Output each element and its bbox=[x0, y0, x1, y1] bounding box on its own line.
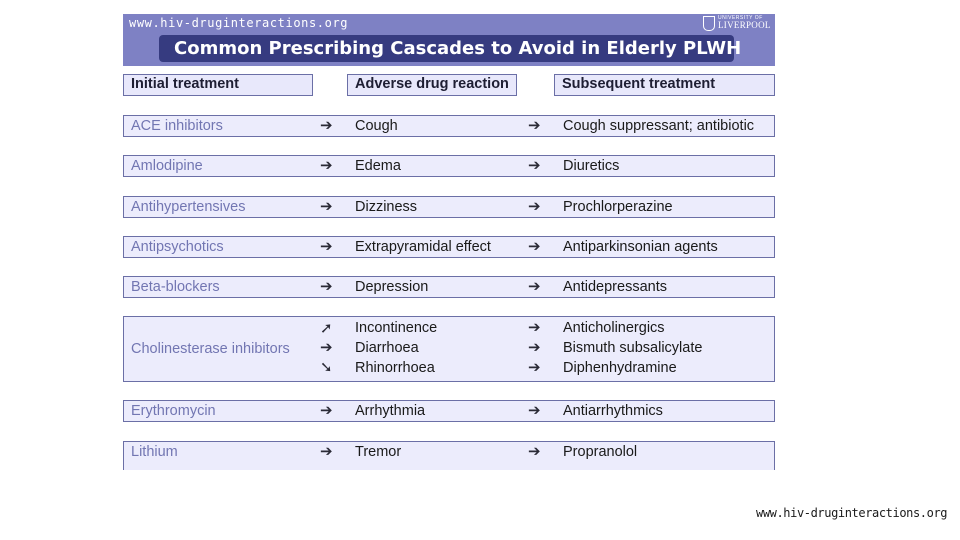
initial-treatment-cell: ACE inhibitors bbox=[131, 118, 223, 134]
page-title: Common Prescribing Cascades to Avoid in Elderly PLWH bbox=[174, 38, 742, 59]
subsequent-treatment-cell: Antiarrhythmics bbox=[563, 403, 663, 419]
subsequent-treatment-cell: Antiparkinsonian agents bbox=[563, 239, 718, 255]
header-banner bbox=[123, 14, 775, 66]
title-bar bbox=[159, 35, 742, 62]
subsequent-treatment-cell: Propranolol bbox=[563, 444, 638, 460]
adverse-reaction-cell: Depression bbox=[355, 279, 429, 295]
arrow-right-icon: ➔ bbox=[320, 157, 333, 174]
arrow-right-icon: ➔ bbox=[528, 402, 541, 419]
initial-treatment-cell: Amlodipine bbox=[131, 158, 203, 174]
slide bbox=[123, 14, 775, 470]
table-row bbox=[123, 155, 775, 177]
logo-university-text: UNIVERSITY OF bbox=[718, 15, 763, 21]
subsequent-treatment-cell: Antidepressants bbox=[563, 279, 667, 295]
adverse-reaction-cell: Edema bbox=[355, 158, 401, 174]
initial-treatment-cell: Beta-blockers bbox=[131, 279, 220, 295]
arrow-up-right-icon: ➚ bbox=[320, 320, 333, 337]
footer-site-url: www.hiv-druginteractions.org bbox=[756, 506, 948, 520]
initial-treatment-cell: Erythromycin bbox=[131, 403, 216, 419]
adverse-reaction-cell: Rhinorrhoea bbox=[355, 360, 435, 376]
subsequent-treatment-cell: Prochlorperazine bbox=[563, 199, 673, 215]
arrow-right-icon: ➔ bbox=[320, 117, 333, 134]
header-subsequent-treatment: Subsequent treatment bbox=[554, 74, 775, 96]
arrow-right-icon: ➔ bbox=[528, 238, 541, 255]
table-row bbox=[123, 236, 775, 258]
subsequent-treatment-cell: Anticholinergics bbox=[563, 320, 665, 336]
subsequent-treatment-cell: Bismuth subsalicylate bbox=[563, 340, 703, 356]
arrow-right-icon: ➔ bbox=[528, 157, 541, 174]
adverse-reaction-cell: Arrhythmia bbox=[355, 403, 426, 419]
logo-name-text: LIVERPOOL bbox=[718, 20, 771, 30]
adverse-reaction-cell: Incontinence bbox=[355, 320, 438, 336]
subsequent-treatment-cell: Cough suppressant; antibiotic bbox=[563, 118, 755, 134]
university-logo bbox=[703, 15, 773, 33]
arrow-right-icon: ➔ bbox=[320, 402, 333, 419]
initial-treatment-cell: Antihypertensives bbox=[131, 199, 246, 215]
arrow-right-icon: ➔ bbox=[320, 238, 333, 255]
header-adverse-reaction: Adverse drug reaction bbox=[347, 74, 517, 96]
table-row bbox=[123, 196, 775, 218]
table-row bbox=[123, 316, 775, 382]
adverse-reaction-cell: Cough bbox=[355, 118, 398, 134]
subsequent-treatment-cell: Diuretics bbox=[563, 158, 620, 174]
initial-treatment-cell: Cholinesterase inhibitors bbox=[131, 341, 290, 357]
arrow-right-icon: ➔ bbox=[528, 443, 541, 460]
crest-icon bbox=[703, 16, 715, 31]
arrow-down-right-icon: ➘ bbox=[320, 359, 333, 376]
table-row bbox=[123, 441, 775, 470]
adverse-reaction-cell: Dizziness bbox=[355, 199, 418, 215]
adverse-reaction-cell: Diarrhoea bbox=[355, 340, 419, 356]
arrow-right-icon: ➔ bbox=[528, 198, 541, 215]
arrow-right-icon: ➔ bbox=[320, 443, 333, 460]
arrow-right-icon: ➔ bbox=[528, 319, 541, 336]
header-initial-treatment: Initial treatment bbox=[123, 74, 313, 96]
arrow-right-icon: ➔ bbox=[528, 117, 541, 134]
arrow-right-icon: ➔ bbox=[320, 339, 333, 356]
adverse-reaction-cell: Tremor bbox=[355, 444, 402, 460]
arrow-right-icon: ➔ bbox=[528, 339, 541, 356]
table-row bbox=[123, 276, 775, 298]
site-url: www.hiv-druginteractions.org bbox=[129, 16, 349, 30]
initial-treatment-cell: Lithium bbox=[131, 444, 178, 460]
adverse-reaction-cell: Extrapyramidal effect bbox=[355, 239, 491, 255]
arrow-right-icon: ➔ bbox=[320, 278, 333, 295]
table-row bbox=[123, 400, 775, 422]
arrow-right-icon: ➔ bbox=[528, 278, 541, 295]
arrow-right-icon: ➔ bbox=[320, 198, 333, 215]
subsequent-treatment-cell: Diphenhydramine bbox=[563, 360, 677, 376]
arrow-right-icon: ➔ bbox=[528, 359, 541, 376]
initial-treatment-cell: Antipsychotics bbox=[131, 239, 224, 255]
table-row bbox=[123, 115, 775, 137]
